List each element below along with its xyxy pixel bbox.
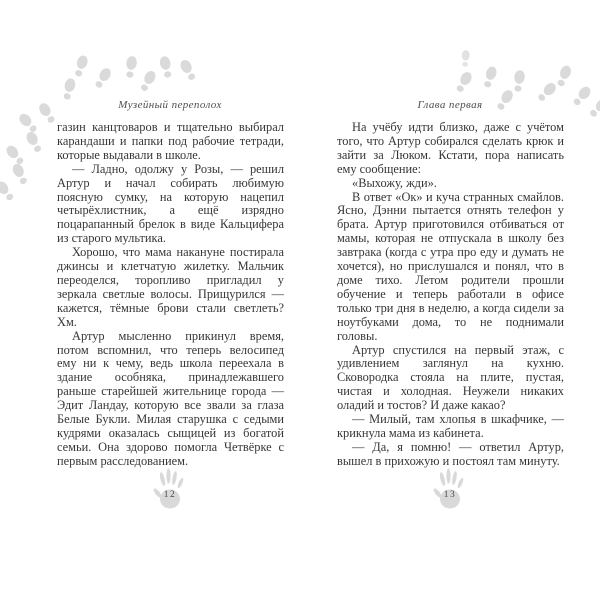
paragraph: газин канцтоваров и тщательно выбирал карандаши и папки под рабочие тетради, которые выдавали в школе. — [57, 120, 284, 162]
footprint-icon — [91, 65, 115, 91]
paragraph: — Милый, там хлопья в шкафчике, — крикнула мама из кабинета. — [337, 412, 564, 440]
running-header-chapter-title: Глава первая — [417, 99, 483, 111]
left-page-text — [57, 121, 284, 469]
footprint-icon — [177, 57, 200, 83]
footprint-icon — [123, 55, 140, 79]
footprint-icon — [23, 129, 46, 155]
footprint-icon — [60, 77, 79, 102]
footprint-icon — [459, 50, 471, 68]
footprint-icon — [35, 100, 59, 126]
paragraph: Артур спустился на первый этаж, с удивлением заглянул на кухню. Сковородка стояла на плите, пустая, чистая и холодная. Неужели никаких оладий и тостов? И даже какао? — [337, 342, 564, 413]
paragraph: Хорошо, что мама накануне постирала джинсы и клетчатую жилетку. Мальчик переоделся, торопливо пригладил у зеркала светлые волосы. Прищурился — кажется, тёмные брови стали светлеть? Хм. — [57, 245, 284, 329]
footprint-icon — [553, 63, 574, 89]
footprint-icon — [9, 161, 31, 187]
footprint-icon — [511, 69, 528, 93]
handprint-icon — [430, 465, 470, 512]
paragraph: Артур мысленно прикинул время, потом вспомнил, что теперь велосипед ему ни к чему, ведь школа переехала в здание особняка, принадлежавшего раньше старейшей жительнице города — Эдит Ландау, которую все звали за глаза Белые Букли. Милая старушка с седыми кудрями оказалась сыщицей из богатой семьи. Она здорово помогла Четвёрке с первым расследованием. — [57, 328, 284, 468]
paragraph: — Ладно, одолжу у Розы, — решил Артур и начал собирать любимую поясную сумку, на которую нацепил четырёхлистник, а ещё изрядно поцарапанный брелок в виде Кальцифера из старого мультика. — [57, 161, 284, 246]
page-number: 13 — [443, 490, 457, 500]
handprint-icon — [150, 465, 190, 512]
paragraph: — Да, я помню! — ответил Артур, вышел в прихожую и постоял там минуту. — [337, 439, 564, 468]
footprint-icon — [71, 53, 91, 78]
page-number: 12 — [163, 490, 177, 500]
paragraph: В ответ «Ок» и куча странных смайлов. Ясно, Дэнни пытается отнять телефон у брата. Артур приготовился отбиваться от мамы, которая не отпускала в школу без завтрака (когда с утра про еду и думать не хочется), но прислушался и понял, что в доме тихо. Летом родители прошли обучение и теперь работали в офисе только три дня в неделю, а когда сидели за ноутбуками дома, то не поднимали головы. — [337, 189, 564, 343]
footprint-icon — [0, 178, 17, 204]
running-header-book-title: Музейный переполох — [118, 99, 222, 111]
paragraph: На учёбу идти близко, даже с учётом того, что Артур собирался сделать крюк и зайти за Люком. Кстати, пора написать ему сообщение: — [337, 120, 564, 176]
footprint-icon — [157, 55, 175, 79]
left-page-footer — [150, 465, 190, 512]
footprint-icon — [137, 68, 160, 94]
paragraph: «Выхожу, жди». — [352, 175, 437, 190]
right-page-text — [337, 121, 564, 469]
footprint-icon — [480, 64, 500, 89]
footprint-icon — [452, 69, 475, 95]
right-page-footer — [430, 465, 470, 512]
